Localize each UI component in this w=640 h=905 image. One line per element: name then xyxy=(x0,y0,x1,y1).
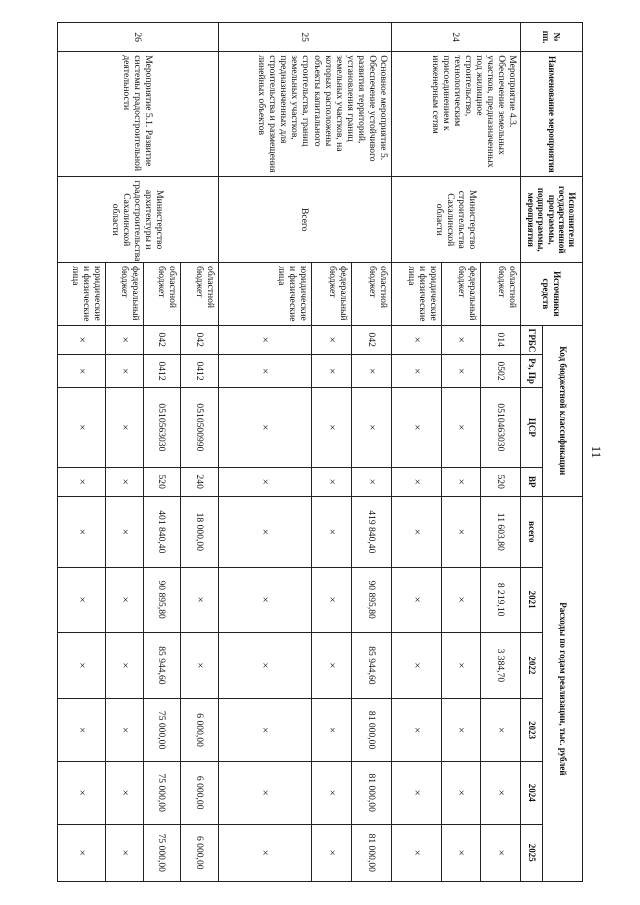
grbs: 042 xyxy=(352,325,392,354)
csr: 0510500990 xyxy=(181,388,219,467)
row-number: 26 xyxy=(58,23,219,52)
total: 18 000,00 xyxy=(181,496,219,567)
y2022: × xyxy=(312,632,352,699)
header-rzpr: Рз, Пр xyxy=(521,354,543,387)
csr: × xyxy=(312,388,352,467)
table-row xyxy=(352,23,392,882)
rzpr: × xyxy=(106,354,144,387)
source: областной бюджет xyxy=(352,263,392,326)
y2022: 85 944,60 xyxy=(352,632,392,699)
rzpr: × xyxy=(441,354,481,387)
header-vr: ВР xyxy=(521,467,543,496)
y2021: × xyxy=(218,567,312,632)
y2021: × xyxy=(181,567,219,632)
csr: × xyxy=(352,388,392,467)
header-source: Источники средств xyxy=(521,263,583,326)
y2025: × xyxy=(391,824,441,882)
executor: Министерство строительства Сахалинской области xyxy=(391,177,520,263)
y2021: × xyxy=(312,567,352,632)
header-expenses: Расходы по годам реализации, тыс. рублей xyxy=(543,496,583,881)
vr: × xyxy=(58,467,106,496)
y2024: × xyxy=(391,761,441,824)
header-grbs: ГРБС xyxy=(521,325,543,354)
y2021: × xyxy=(441,567,481,632)
budget-table xyxy=(57,22,583,882)
rzpr: × xyxy=(391,354,441,387)
csr: × xyxy=(58,388,106,467)
grbs: 042 xyxy=(143,325,181,354)
page-number: 11 xyxy=(589,445,604,459)
measure-name: Мероприятие 4.3. Обеспечение земельных участков, предназначенных под жилищное строительство, технологическим присоединением к инженерным сетям xyxy=(391,52,520,177)
csr: 0510563030 xyxy=(143,388,181,467)
y2024: × xyxy=(218,761,312,824)
y2025: 6 000,00 xyxy=(181,824,219,882)
source: федеральный бюджет xyxy=(441,263,481,326)
y2021: × xyxy=(106,567,144,632)
y2025: × xyxy=(218,824,312,882)
source: областной бюджет xyxy=(143,263,181,326)
table-row xyxy=(181,23,219,882)
y2021: × xyxy=(391,567,441,632)
executor: Министерство архитектуры и градостроительства Сахалинской области xyxy=(58,177,219,263)
y2022: × xyxy=(58,632,106,699)
table-row xyxy=(481,23,521,882)
vr: 240 xyxy=(181,467,219,496)
vr: 520 xyxy=(143,467,181,496)
y2024: × xyxy=(441,761,481,824)
y2023: × xyxy=(218,699,312,762)
y2024: × xyxy=(58,761,106,824)
y2023: × xyxy=(391,699,441,762)
grbs: × xyxy=(441,325,481,354)
vr: × xyxy=(391,467,441,496)
source: юридические и физические лица xyxy=(391,263,441,326)
y2025: × xyxy=(312,824,352,882)
total: 419 840,40 xyxy=(352,496,392,567)
source: федеральный бюджет xyxy=(106,263,144,326)
rzpr: 0412 xyxy=(143,354,181,387)
y2023: × xyxy=(58,699,106,762)
y2022: 85 944,60 xyxy=(143,632,181,699)
y2024: 81 000,00 xyxy=(352,761,392,824)
y2023: × xyxy=(481,699,521,762)
rzpr: × xyxy=(58,354,106,387)
header-budget-code: Код бюджетной классификации xyxy=(543,325,583,496)
total: 401 840,40 xyxy=(143,496,181,567)
header-csr: ЦСР xyxy=(521,388,543,467)
y2021: 90 895,80 xyxy=(143,567,181,632)
y2023: × xyxy=(106,699,144,762)
total: × xyxy=(441,496,481,567)
y2024: 6 000,00 xyxy=(181,761,219,824)
measure-name: Мероприятие 5.1. Развитие системы градостроительной деятельности xyxy=(58,52,219,177)
header-2022: 2022 xyxy=(521,632,543,699)
vr: × xyxy=(441,467,481,496)
total: × xyxy=(58,496,106,567)
row-number: 25 xyxy=(218,23,391,52)
rzpr: 0412 xyxy=(181,354,219,387)
header-2021: 2021 xyxy=(521,567,543,632)
y2022: × xyxy=(441,632,481,699)
y2022: × xyxy=(218,632,312,699)
source: юридические и физические лица xyxy=(58,263,106,326)
csr: × xyxy=(106,388,144,467)
executor: Всего xyxy=(218,177,391,263)
grbs: × xyxy=(58,325,106,354)
vr: × xyxy=(106,467,144,496)
total: × xyxy=(391,496,441,567)
y2025: × xyxy=(106,824,144,882)
header-name: Наименование мероприятия xyxy=(521,52,583,177)
y2025: × xyxy=(58,824,106,882)
y2025: × xyxy=(441,824,481,882)
total: 11 603,80 xyxy=(481,496,521,567)
y2025: 75 000,00 xyxy=(143,824,181,882)
grbs: × xyxy=(218,325,312,354)
y2024: × xyxy=(312,761,352,824)
source: юридические и физические лица xyxy=(218,263,312,326)
grbs: × xyxy=(106,325,144,354)
rzpr: × xyxy=(312,354,352,387)
y2024: × xyxy=(481,761,521,824)
header-no: № пп. xyxy=(521,23,583,52)
total: × xyxy=(106,496,144,567)
y2023: 6 000,00 xyxy=(181,699,219,762)
rzpr: 0502 xyxy=(481,354,521,387)
y2023: × xyxy=(441,699,481,762)
vr: 520 xyxy=(481,467,521,496)
measure-name: Основное мероприятие 5. Обеспечение устойчивого развития территорий, установления границ земельных участков, на которых расположены объекты капитального строительства, границ земельных участков, предназначенных для строительства и размещения линейных объектов xyxy=(218,52,391,177)
vr: × xyxy=(312,467,352,496)
y2021: 90 895,80 xyxy=(352,567,392,632)
y2023: × xyxy=(312,699,352,762)
header-2024: 2024 xyxy=(521,761,543,824)
y2023: 81 000,00 xyxy=(352,699,392,762)
y2024: × xyxy=(106,761,144,824)
total: × xyxy=(312,496,352,567)
rzpr: × xyxy=(218,354,312,387)
y2022: 3 384,70 xyxy=(481,632,521,699)
vr: × xyxy=(218,467,312,496)
y2024: 75 000,00 xyxy=(143,761,181,824)
y2023: 75 000,00 xyxy=(143,699,181,762)
y2022: × xyxy=(181,632,219,699)
source: областной бюджет xyxy=(481,263,521,326)
source: федеральный бюджет xyxy=(312,263,352,326)
y2021: 8 219,10 xyxy=(481,567,521,632)
row-number: 24 xyxy=(391,23,520,52)
grbs: 014 xyxy=(481,325,521,354)
y2022: × xyxy=(106,632,144,699)
header-total: всего xyxy=(521,496,543,567)
csr: × xyxy=(218,388,312,467)
vr: × xyxy=(352,467,392,496)
csr: × xyxy=(441,388,481,467)
csr: 0510463030 xyxy=(481,388,521,467)
rzpr: × xyxy=(352,354,392,387)
y2022: × xyxy=(391,632,441,699)
csr: × xyxy=(391,388,441,467)
header-executor: Исполнители государственной программы, подпрограммы, мероприятия xyxy=(521,177,583,263)
y2025: × xyxy=(481,824,521,882)
source: областной бюджет xyxy=(181,263,219,326)
header-2023: 2023 xyxy=(521,699,543,762)
y2025: 81 000,00 xyxy=(352,824,392,882)
total: × xyxy=(218,496,312,567)
header-2025: 2025 xyxy=(521,824,543,882)
y2021: × xyxy=(58,567,106,632)
grbs: × xyxy=(391,325,441,354)
grbs: × xyxy=(312,325,352,354)
rotated-page-content xyxy=(57,22,583,882)
grbs: 042 xyxy=(181,325,219,354)
